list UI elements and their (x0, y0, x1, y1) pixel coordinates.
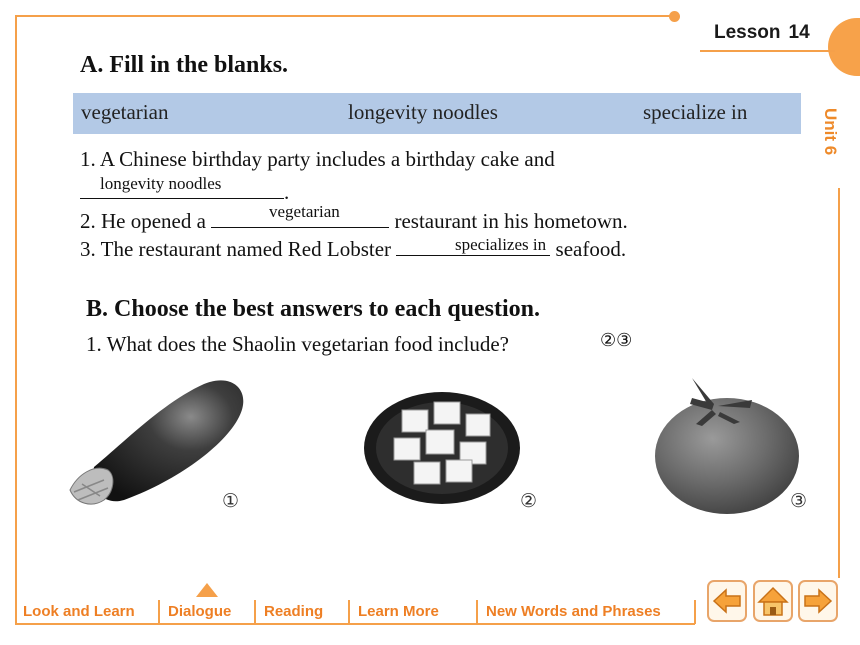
home-button[interactable] (753, 580, 793, 622)
question-2-start: 2. He opened a (80, 209, 206, 233)
corner-tab (828, 18, 860, 76)
tab-look-and-learn[interactable]: Look and Learn (15, 600, 160, 624)
unit-label: Unit 6 (821, 108, 840, 156)
bottom-nav (15, 600, 696, 624)
lesson-text: Lesson (714, 22, 781, 43)
section-a-title: A. Fill in the blanks. (80, 52, 289, 78)
word-bank (73, 93, 801, 134)
question-2-end: restaurant in his hometown. (394, 209, 628, 233)
answer-text: specializes in (455, 235, 547, 254)
question-1-end: . (284, 180, 290, 204)
tab-learn-more[interactable]: Learn More (350, 600, 478, 624)
tomato-image (652, 374, 802, 514)
frame-left-line (15, 15, 17, 625)
word-bank-item: longevity noodles (348, 100, 498, 124)
lesson-number: 14 (788, 22, 810, 43)
question-3-start: 3. The restaurant named Red Lobster (80, 237, 392, 261)
frame-dot (669, 11, 680, 22)
section-b-title: B. Choose the best answers to each question. (86, 296, 541, 322)
prev-button[interactable] (707, 580, 747, 622)
lesson-label (714, 22, 810, 44)
tab-new-words-and-phrases[interactable]: New Words and Phrases (478, 600, 696, 624)
arrow-right-icon (800, 582, 836, 620)
option-label: ③ (790, 491, 808, 512)
tofu-image (362, 388, 522, 506)
tab-reading[interactable]: Reading (256, 600, 350, 624)
question-3-end: seafood. (555, 237, 627, 261)
word-bank-item: specialize in (643, 100, 748, 124)
home-icon (755, 582, 791, 620)
question-b1-answer: ②③ (600, 330, 633, 350)
lesson-underline (700, 50, 835, 52)
next-button[interactable] (798, 580, 838, 622)
tab-dialogue[interactable]: Dialogue (160, 600, 256, 624)
question-b1-text: 1. What does the Shaolin vegetarian food include? (86, 332, 509, 356)
option-label: ② (520, 491, 538, 512)
word-bank-item: vegetarian (81, 100, 169, 124)
active-tab-indicator (196, 583, 218, 597)
frame-top-line (15, 15, 675, 17)
answer-text: longevity noodles (100, 174, 222, 193)
question-2 (80, 205, 628, 234)
arrow-left-icon (709, 582, 745, 620)
option-label: ① (222, 491, 240, 512)
answer-text: vegetarian (269, 202, 340, 221)
frame-right-line (838, 188, 840, 578)
question-1-text: 1. A Chinese birthday party includes a birthday cake and (80, 147, 555, 171)
